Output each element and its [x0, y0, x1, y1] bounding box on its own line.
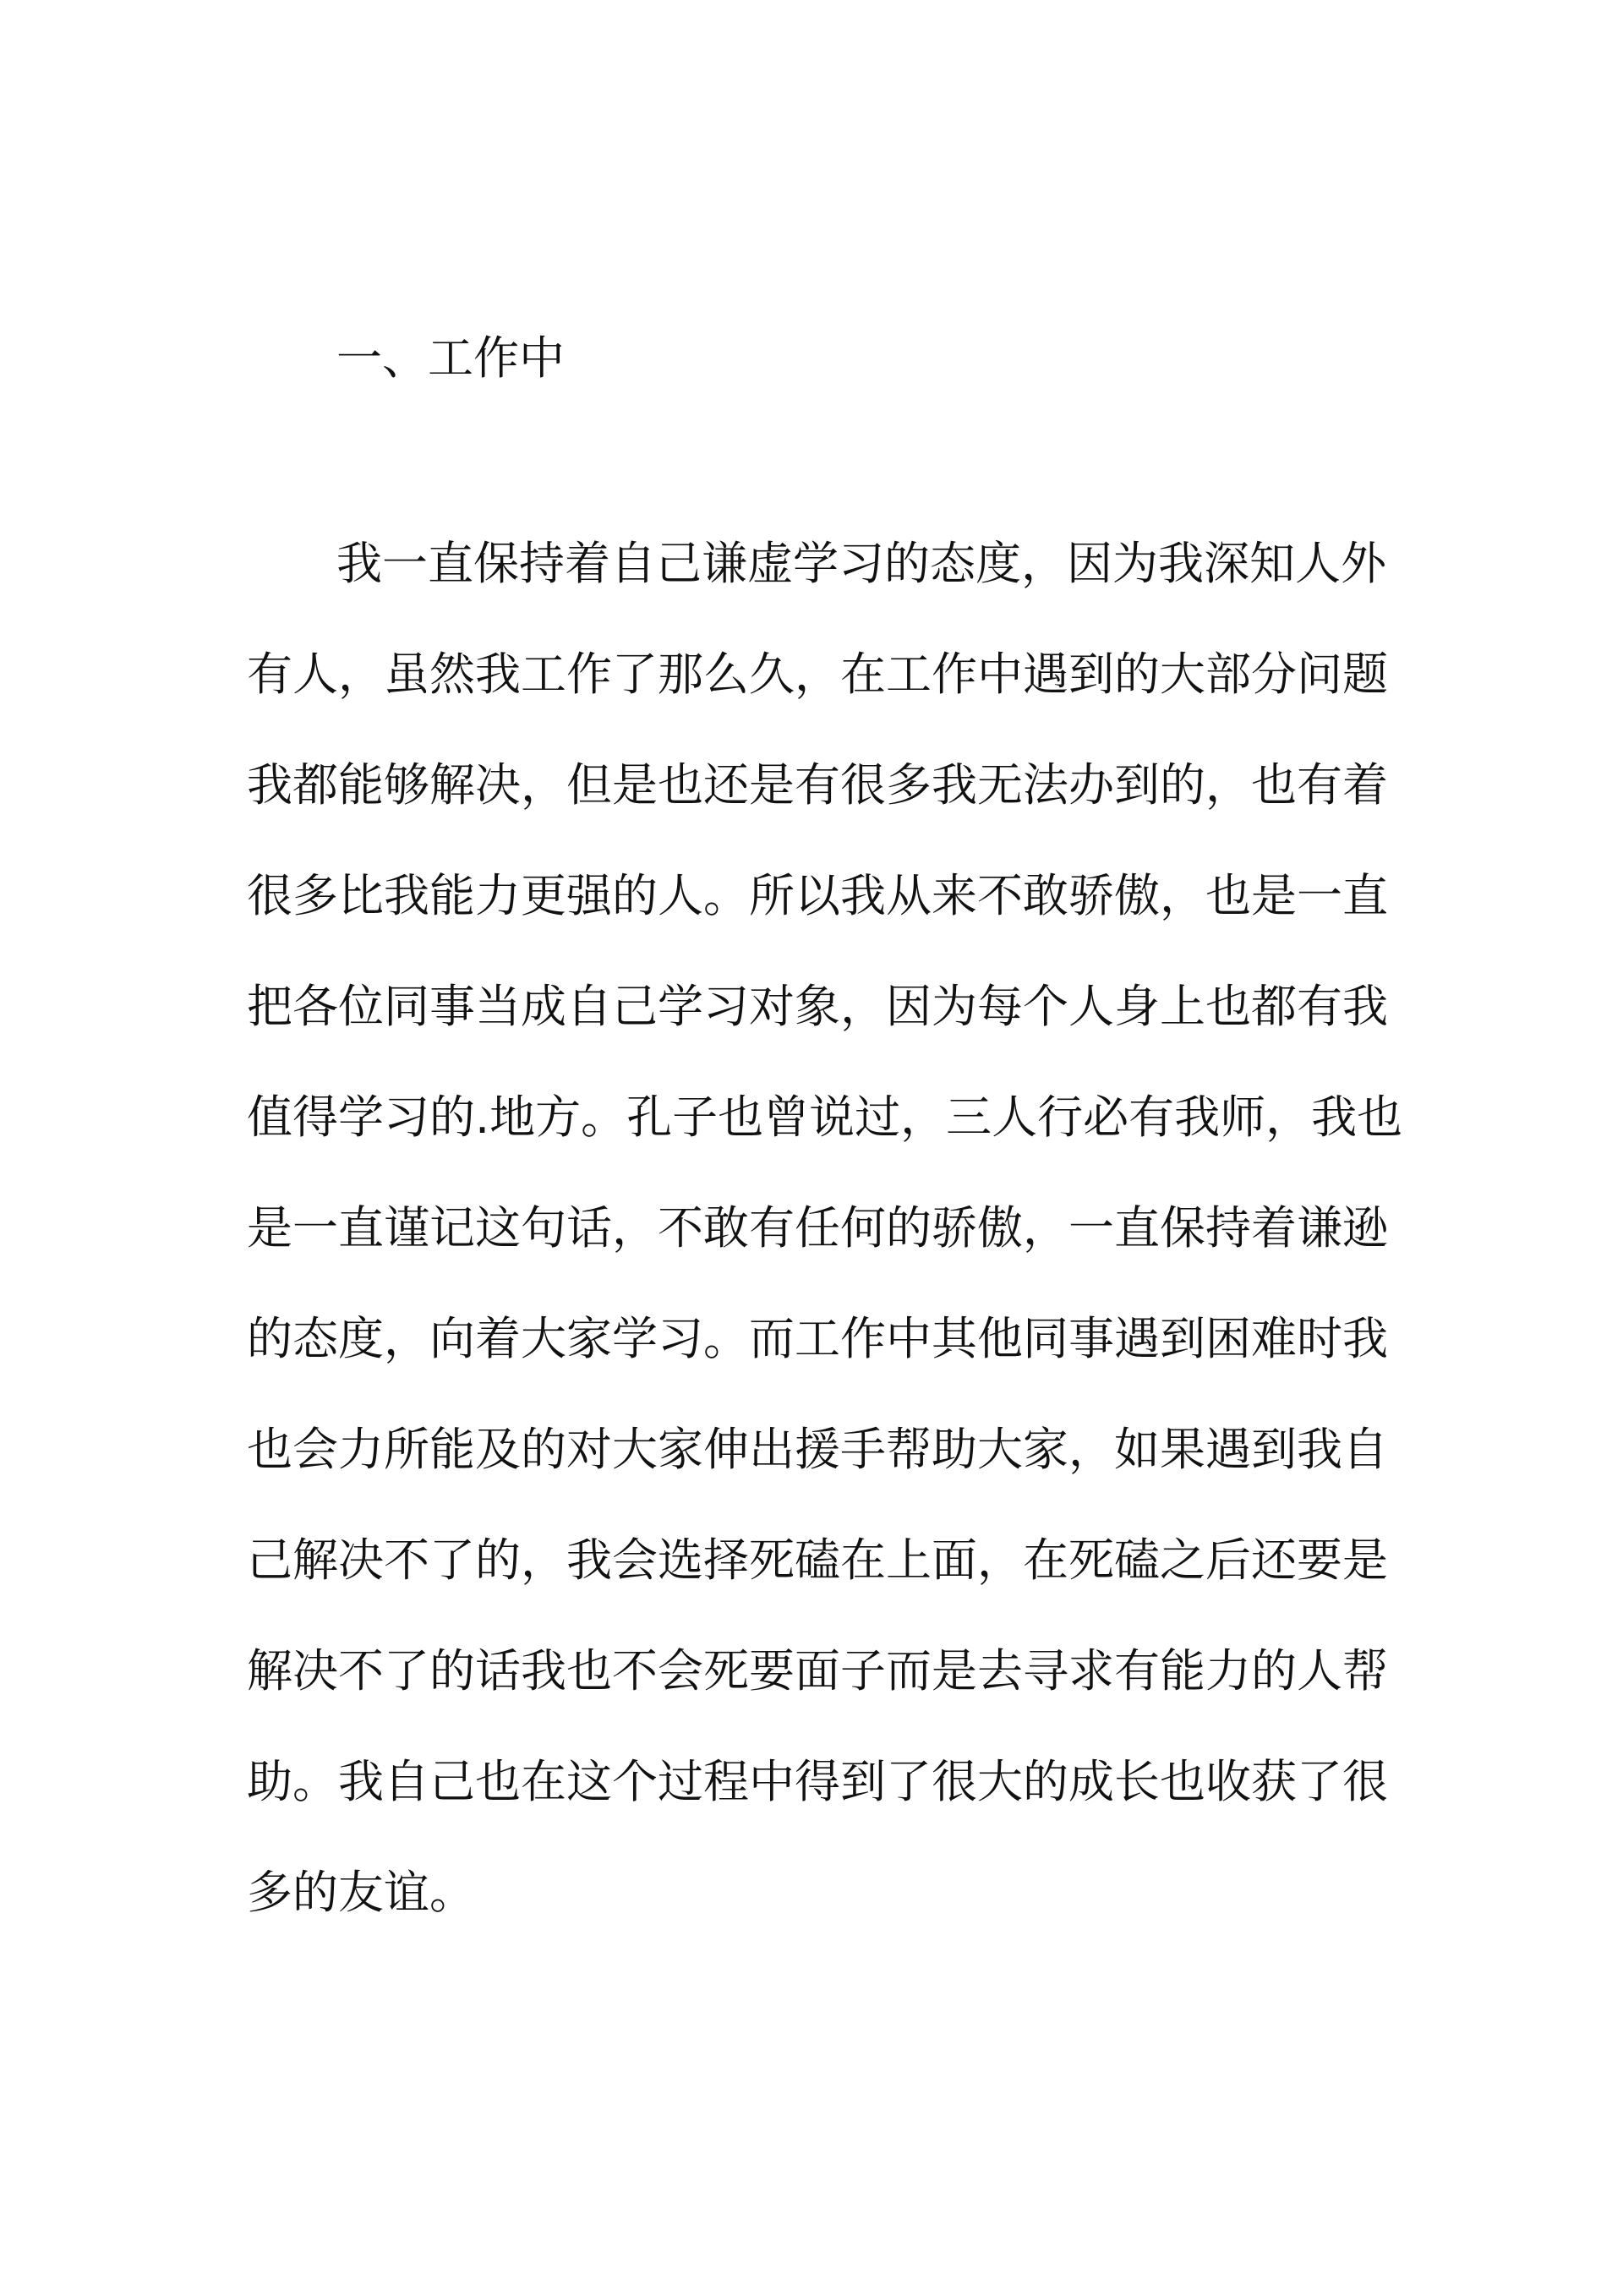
paragraph-line-last: 多的友谊。: [247, 1866, 475, 1919]
paragraph-line: 是一直谨记这句话，不敢有任何的骄傲，一直保持着谦逊: [247, 1201, 1388, 1255]
paragraph-line: 也会力所能及的对大家伸出援手帮助大家，如果遇到我自: [247, 1423, 1388, 1476]
paragraph-line: 我都能够解决，但是也还是有很多我无法办到的，也有着: [247, 758, 1388, 812]
section-heading: 一、工作中: [336, 331, 565, 385]
paragraph-line: 把各位同事当成自己学习对象，因为每个人身上也都有我: [247, 980, 1388, 1033]
paragraph-line: 解决不了的话我也不会死要面子而是去寻求有能力的人帮: [247, 1644, 1388, 1697]
paragraph-line: 的态度，向着大家学习。而工作中其他同事遇到困难时我: [247, 1312, 1388, 1365]
paragraph-line: 值得学习的.地方。孔子也曾说过，三人行必有我师，我也: [247, 1091, 1403, 1144]
paragraph-line: 我一直保持着自己谦虚学习的态度，因为我深知人外: [336, 537, 1386, 590]
paragraph-line: 有人，虽然我工作了那么久，在工作中遇到的大部分问题: [247, 648, 1388, 701]
paragraph-line: 很多比我能力更强的人。所以我从来不敢骄傲，也是一直: [247, 869, 1388, 922]
paragraph-line: 助。我自己也在这个过程中得到了很大的成长也收获了很: [247, 1755, 1388, 1808]
paragraph-line: 己解决不了的，我会选择死磕在上面，在死磕之后还要是: [247, 1533, 1388, 1587]
